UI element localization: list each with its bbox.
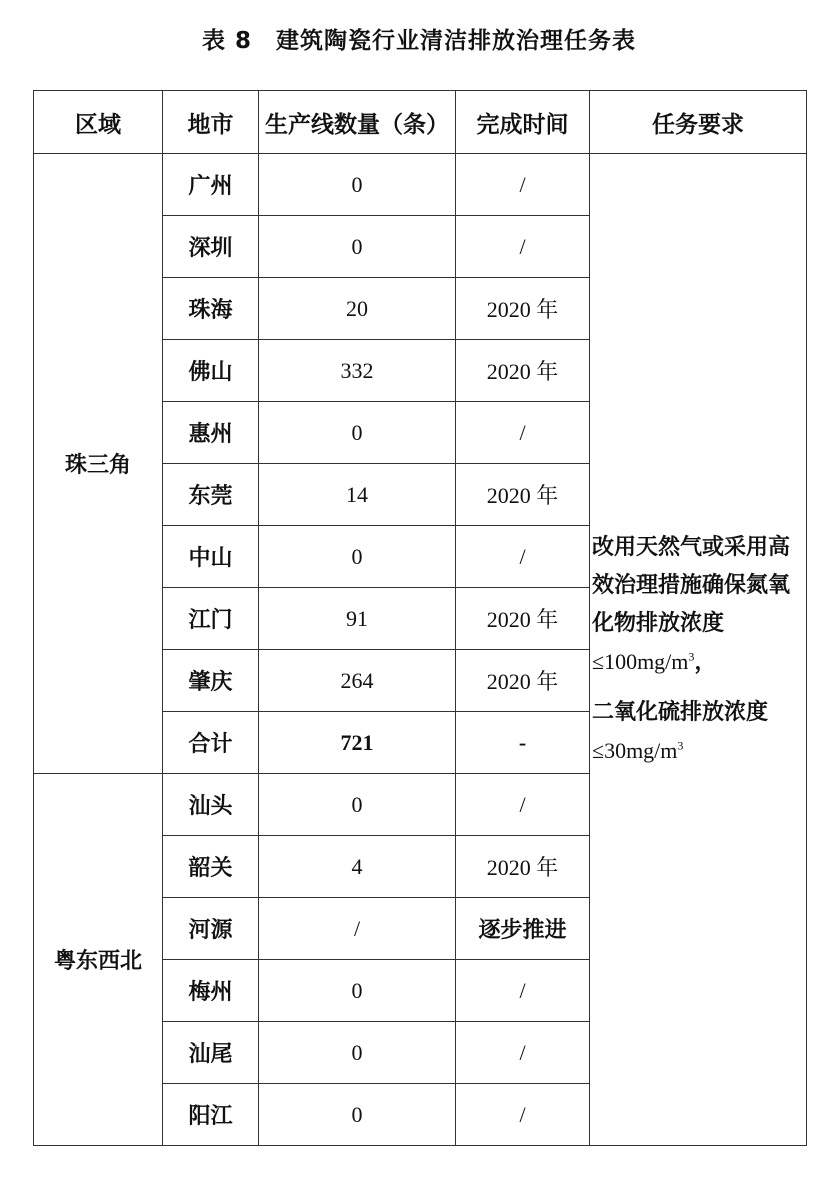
time-cell: 2020 年	[456, 650, 590, 712]
time-cell: 逐步推进	[456, 898, 590, 960]
count-cell: 332	[259, 340, 456, 402]
region-other: 粤东西北	[34, 774, 163, 1146]
count-cell: 0	[259, 526, 456, 588]
task-requirement	[590, 154, 807, 1146]
city-cell: 惠州	[163, 402, 259, 464]
city-cell: 江门	[163, 588, 259, 650]
table-row	[34, 154, 807, 216]
count-cell: 0	[259, 402, 456, 464]
time-cell: 2020 年	[456, 464, 590, 526]
city-cell: 佛山	[163, 340, 259, 402]
time-cell: /	[456, 960, 590, 1022]
count-cell: 721	[259, 712, 456, 774]
count-cell: 0	[259, 1084, 456, 1146]
city-cell: 河源	[163, 898, 259, 960]
time-cell: 2020 年	[456, 340, 590, 402]
time-cell: /	[456, 216, 590, 278]
task-table	[33, 90, 807, 1146]
city-cell: 梅州	[163, 960, 259, 1022]
time-cell: /	[456, 154, 590, 216]
count-cell: 0	[259, 774, 456, 836]
city-cell: 广州	[163, 154, 259, 216]
task-line1: 改用天然气或采用高效治理措施确保氮氧化物排放浓度	[592, 534, 791, 636]
header-count: 生产线数量（条）	[259, 91, 456, 154]
header-city: 地市	[163, 91, 259, 154]
count-cell: 0	[259, 216, 456, 278]
header-task: 任务要求	[590, 91, 807, 154]
city-cell: 珠海	[163, 278, 259, 340]
count-cell: /	[259, 898, 456, 960]
task-sup1: 3	[688, 649, 695, 664]
city-cell: 深圳	[163, 216, 259, 278]
task-sup2: 3	[677, 738, 684, 753]
city-cell: 东莞	[163, 464, 259, 526]
count-cell: 264	[259, 650, 456, 712]
table-title: 表 8 建筑陶瓷行业清洁排放治理任务表	[201, 28, 636, 54]
time-cell: -	[456, 712, 590, 774]
city-cell: 合计	[163, 712, 259, 774]
task-limit2: ≤30mg/m	[592, 737, 678, 763]
count-cell: 91	[259, 588, 456, 650]
time-cell: /	[456, 1084, 590, 1146]
count-cell: 4	[259, 836, 456, 898]
task-line2: 二氧化硫排放浓度	[592, 699, 769, 725]
count-cell: 20	[259, 278, 456, 340]
time-cell: /	[456, 774, 590, 836]
city-cell: 汕尾	[163, 1022, 259, 1084]
header-time: 完成时间	[456, 91, 590, 154]
time-cell: /	[456, 526, 590, 588]
count-cell: 0	[259, 960, 456, 1022]
time-cell: 2020 年	[456, 278, 590, 340]
task-comma: ，	[694, 649, 717, 675]
city-cell: 阳江	[163, 1084, 259, 1146]
city-cell: 汕头	[163, 774, 259, 836]
time-cell: 2020 年	[456, 588, 590, 650]
header-region: 区域	[34, 91, 163, 154]
count-cell: 0	[259, 1022, 456, 1084]
city-cell: 中山	[163, 526, 259, 588]
time-cell: /	[456, 402, 590, 464]
header-row	[34, 91, 807, 154]
region-prd: 珠三角	[34, 154, 163, 774]
count-cell: 14	[259, 464, 456, 526]
task-limit1: ≤100mg/m	[592, 648, 689, 674]
city-cell: 韶关	[163, 836, 259, 898]
count-cell: 0	[259, 154, 456, 216]
time-cell: /	[456, 1022, 590, 1084]
time-cell: 2020 年	[456, 836, 590, 898]
city-cell: 肇庆	[163, 650, 259, 712]
